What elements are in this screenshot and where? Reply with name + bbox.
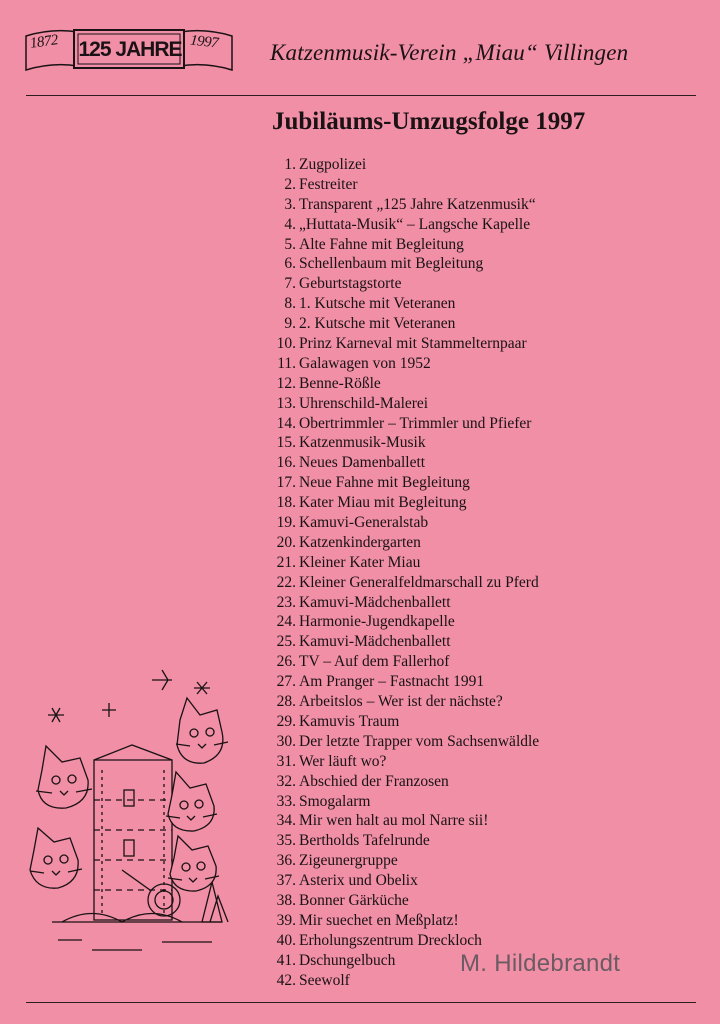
- list-item-number: 34.: [276, 812, 296, 830]
- list-item-number: 36.: [276, 852, 296, 870]
- list-item-number: 29.: [276, 712, 296, 730]
- page-title: Jubiläums-Umzugsfolge 1997: [272, 108, 586, 135]
- list-item-number: 27.: [276, 673, 296, 691]
- list-item-text: Bonner Gärküche: [299, 891, 409, 909]
- list-item: [264, 593, 704, 613]
- list-item-number: 9.: [284, 315, 296, 333]
- list-item: [264, 513, 704, 533]
- list-item-text: Uhrenschild-Malerei: [299, 394, 429, 412]
- list-item: [264, 573, 704, 593]
- list-item-text: Zugpolizei: [299, 156, 367, 173]
- list-item-text: Erholungszentrum Dreckloch: [299, 931, 482, 949]
- list-item-text: Mir suechet en Meßplatz!: [299, 911, 459, 929]
- list-item-number: 18.: [276, 494, 296, 512]
- list-item-text: Kleiner Generalfeldmarschall zu Pferd: [299, 573, 539, 591]
- list-item-number: 11.: [277, 354, 296, 372]
- list-item-text: Schellenbaum mit Begleitung: [299, 255, 484, 273]
- watermark: M. Hildebrandt: [460, 950, 621, 977]
- list-item-text: Prinz Karneval mit Stammelternpaar: [299, 335, 527, 353]
- list-item: [264, 155, 704, 175]
- list-item-number: 37.: [276, 872, 296, 890]
- list-item-text: Kamuvi-Mädchenballett: [299, 633, 451, 651]
- list-item-number: 19.: [276, 514, 296, 532]
- list-item-number: 31.: [276, 752, 296, 770]
- club-name: Katzenmusik-Verein „Miau“ Villingen: [270, 40, 629, 65]
- list-item-text: Asterix und Obelix: [299, 872, 418, 890]
- list-item: [264, 851, 704, 871]
- list-item-text: Obertrimmler – Trimmler und Pfiefer: [299, 414, 532, 432]
- list-item: [264, 692, 704, 712]
- list-item: [264, 175, 704, 195]
- list-item-text: Kamuvi-Generalstab: [299, 514, 429, 532]
- list-item: [264, 254, 704, 274]
- list-item-text: Katzenmusik-Musik: [299, 434, 426, 452]
- list-item-text: Dschungelbuch: [299, 951, 396, 969]
- list-item: [264, 553, 704, 573]
- bottom-divider: [26, 1002, 696, 1003]
- list-item: [264, 215, 704, 235]
- list-item-number: 32.: [276, 772, 296, 790]
- list-item: [264, 195, 704, 215]
- list-item: [264, 632, 704, 652]
- list-item: [264, 931, 704, 951]
- list-item: [264, 394, 704, 414]
- list-item-text: Bertholds Tafelrunde: [299, 832, 430, 850]
- list-item: [264, 772, 704, 792]
- list-item-number: 14.: [276, 414, 296, 432]
- list-item-text: Smogalarm: [299, 792, 371, 810]
- list-item-number: 8.: [284, 295, 296, 313]
- list-item: [264, 354, 704, 374]
- list-item-number: 35.: [276, 832, 296, 850]
- list-item-number: 1.: [284, 156, 296, 173]
- list-item-text: Kleiner Kater Miau: [299, 553, 421, 571]
- list-item: [264, 314, 704, 334]
- list-item-number: 41.: [276, 951, 296, 969]
- list-item: [264, 374, 704, 394]
- list-item-number: 21.: [276, 553, 296, 571]
- parade-order-list: [264, 155, 704, 990]
- list-item-text: Seewolf: [299, 971, 350, 989]
- list-item-text: Galawagen von 1952: [299, 354, 431, 372]
- list-item: [264, 334, 704, 354]
- list-item-text: 1. Kutsche mit Veteranen: [299, 295, 456, 313]
- cats-and-tower-illustration: [22, 660, 242, 980]
- list-item-text: Katzenkindergarten: [299, 533, 421, 551]
- list-item-number: 25.: [276, 633, 296, 651]
- list-item: [264, 891, 704, 911]
- list-item-number: 10.: [276, 335, 296, 353]
- list-item-text: Harmonie-Jugendkapelle: [299, 613, 455, 631]
- cats-tower-icon: [22, 660, 242, 980]
- list-item-text: Am Pranger – Fastnacht 1991: [299, 673, 485, 691]
- list-item: [264, 911, 704, 931]
- list-item: [264, 533, 704, 553]
- logo-main-text: 125 JAHRE: [78, 38, 182, 61]
- list-item-number: 23.: [276, 593, 296, 611]
- list-item-number: 15.: [276, 434, 296, 452]
- list-item-text: „Huttata-Musik“ – Langsche Kapelle: [299, 215, 531, 233]
- list-item: [264, 235, 704, 255]
- list-item: [264, 732, 704, 752]
- list-item: [264, 433, 704, 453]
- list-item: [264, 831, 704, 851]
- list-item-number: 33.: [276, 792, 296, 810]
- list-item-number: 5.: [284, 235, 296, 253]
- list-item-text: Der letzte Trapper vom Sachsenwäldle: [299, 732, 540, 750]
- list-item: [264, 652, 704, 672]
- list-item-number: 12.: [276, 374, 296, 392]
- list-item: [264, 612, 704, 632]
- top-divider: [26, 95, 696, 96]
- list-item: [264, 493, 704, 513]
- list-item-number: 3.: [284, 195, 296, 213]
- list-item-number: 24.: [276, 613, 296, 631]
- list-item-number: 40.: [276, 931, 296, 949]
- list-item-text: Zigeunergruppe: [299, 852, 398, 870]
- list-item-number: 42.: [276, 971, 296, 989]
- list-item-number: 7.: [284, 275, 296, 293]
- list-item: [264, 274, 704, 294]
- list-item-text: Geburtstagstorte: [299, 275, 402, 293]
- list-item: [264, 473, 704, 493]
- list-item-text: Kamuvi-Mädchenballett: [299, 593, 451, 611]
- list-item-number: 20.: [276, 533, 296, 551]
- list-item-text: 2. Kutsche mit Veteranen: [299, 315, 456, 333]
- list-item-text: TV – Auf dem Fallerhof: [299, 653, 450, 671]
- list-item: [264, 871, 704, 891]
- list-item: [264, 453, 704, 473]
- list-item: [264, 414, 704, 434]
- logo-year-end: 1997: [189, 32, 219, 52]
- list-item-text: Benne-Rößle: [299, 374, 381, 392]
- list-item: [264, 712, 704, 732]
- list-item-number: 28.: [276, 693, 296, 711]
- list-item-number: 13.: [276, 394, 296, 412]
- list-item-number: 38.: [276, 891, 296, 909]
- list-item-text: Alte Fahne mit Begleitung: [299, 235, 464, 253]
- list-item-number: 26.: [276, 653, 296, 671]
- logo-year-start: 1872: [28, 32, 59, 52]
- list-item-text: Arbeitslos – Wer ist der nächste?: [299, 693, 503, 711]
- list-item-text: Wer läuft wo?: [299, 752, 387, 770]
- list-item: [264, 294, 704, 314]
- list-item-text: Kamuvis Traum: [299, 712, 400, 730]
- list-item-text: Neues Damenballett: [299, 454, 426, 472]
- list-item: [264, 752, 704, 772]
- list-item-number: 4.: [284, 215, 296, 233]
- list-item-number: 16.: [276, 454, 296, 472]
- list-item: [264, 672, 704, 692]
- list-item-number: 39.: [276, 911, 296, 929]
- list-item: [264, 792, 704, 812]
- anniversary-logo: [22, 22, 236, 78]
- list-item-number: 30.: [276, 732, 296, 750]
- list-item-text: Transparent „125 Jahre Katzenmusik“: [299, 195, 536, 213]
- list-item-text: Neue Fahne mit Begleitung: [299, 474, 470, 492]
- list-item-text: Festreiter: [299, 175, 358, 193]
- list-item-text: Mir wen halt au mol Narre sii!: [299, 812, 489, 830]
- list-item-text: Kater Miau mit Begleitung: [299, 494, 467, 512]
- list-item-number: 17.: [276, 474, 296, 492]
- list-item: [264, 811, 704, 831]
- list-item-number: 22.: [276, 573, 296, 591]
- list-item-number: 6.: [284, 255, 296, 273]
- list-item-text: Abschied der Franzosen: [299, 772, 449, 790]
- list-item-number: 2.: [284, 175, 296, 193]
